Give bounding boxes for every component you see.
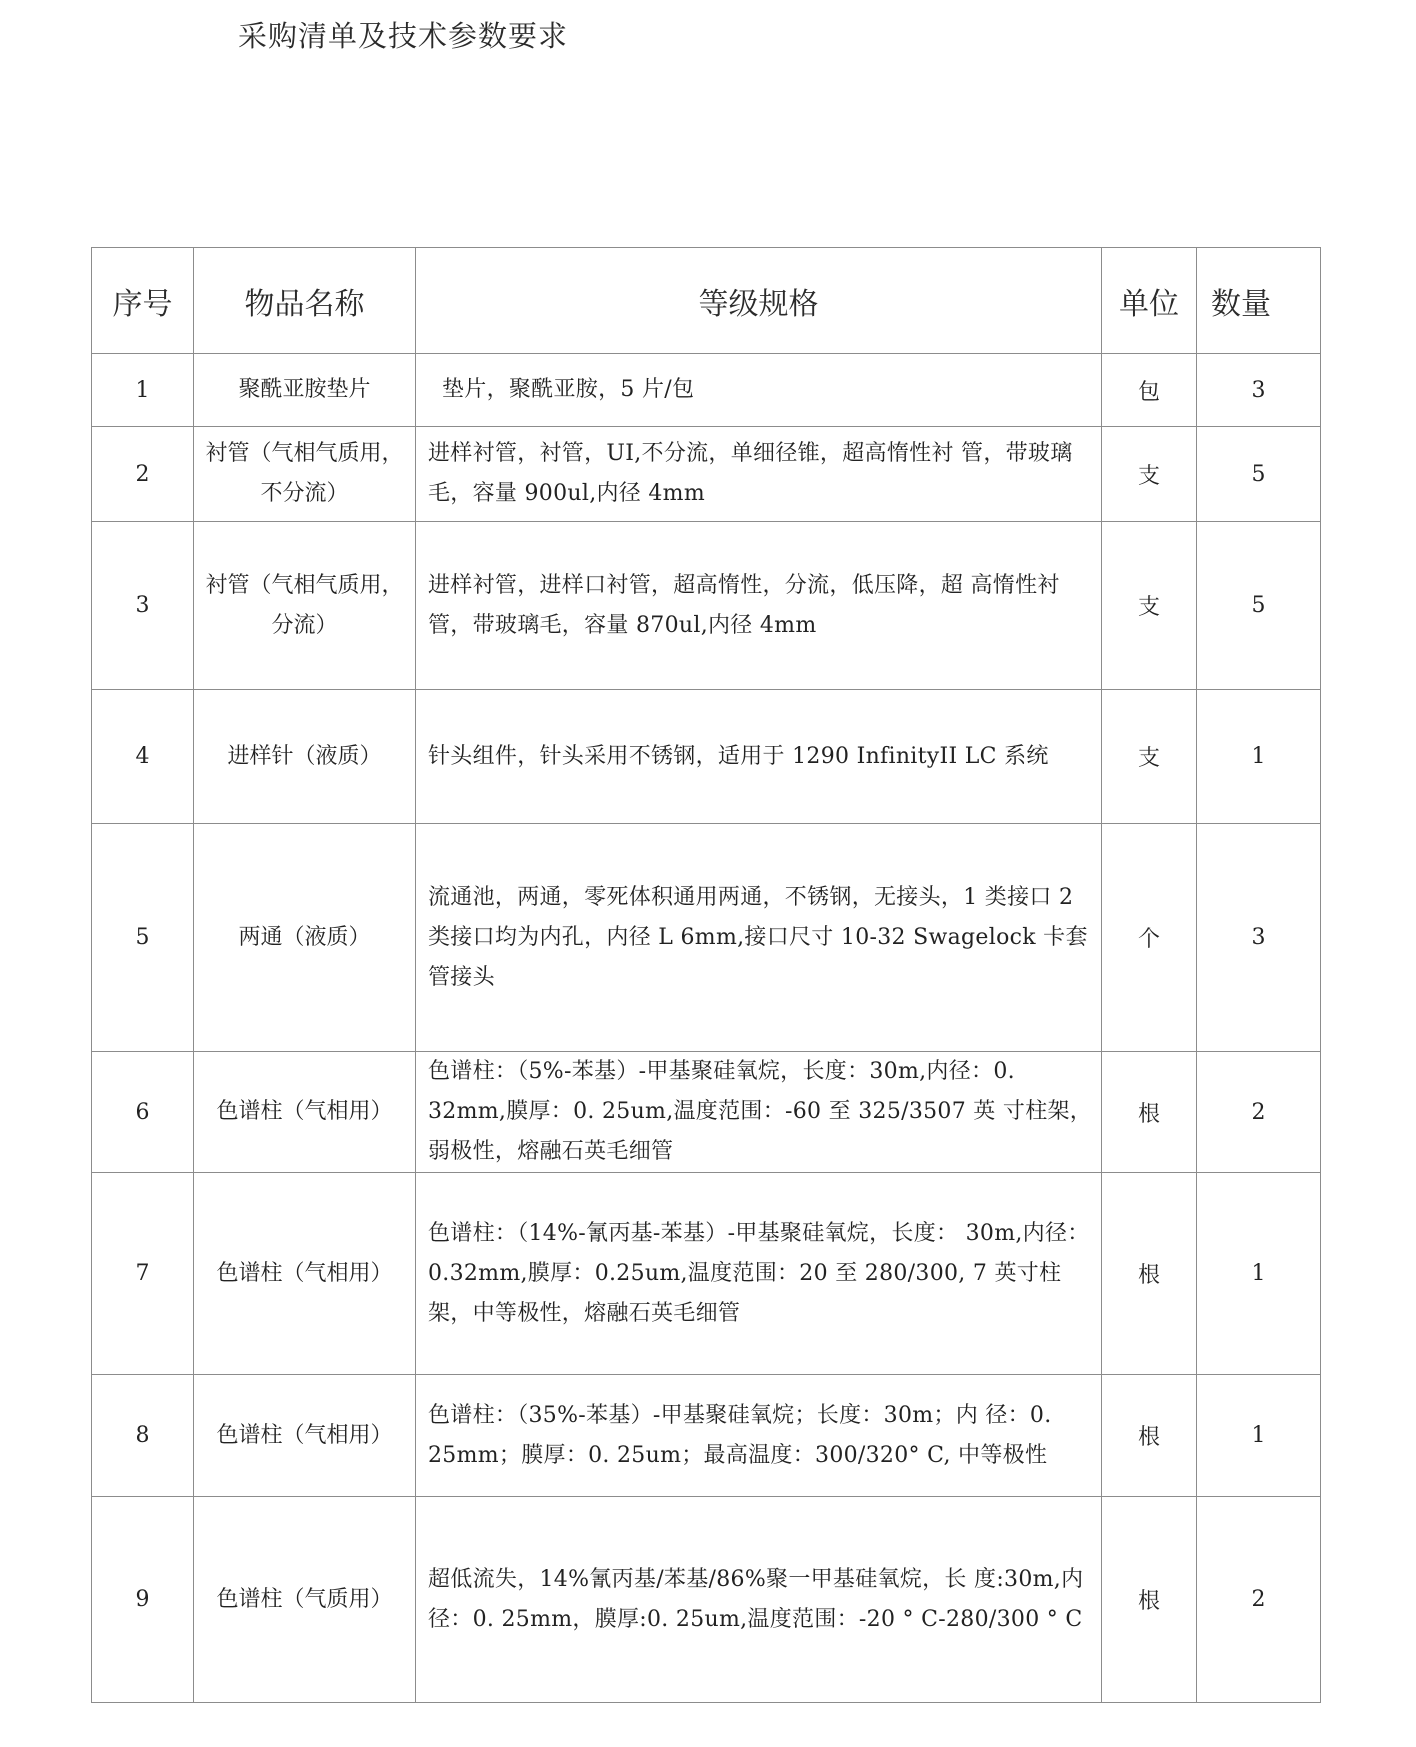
table-row: [92, 690, 1321, 824]
row-qty: 5: [1197, 427, 1321, 522]
table-row: [92, 1052, 1321, 1173]
row-spec: 色谱柱：（14%-氰丙基-苯基）-甲基聚硅氧烷，长度： 30m,内径：0.32mm,膜厚：0.25um,温度范围：20 至 280/300, 7 英寸柱架，中等极性，熔融石英毛细管: [416, 1173, 1102, 1375]
row-unit: 支: [1102, 427, 1197, 522]
row-unit: 支: [1102, 522, 1197, 690]
row-qty: 1: [1197, 1173, 1321, 1375]
header-spec: 等级规格: [416, 248, 1102, 354]
row-name: 色谱柱（气相用）: [194, 1375, 416, 1497]
row-no: 9: [92, 1497, 194, 1703]
row-no: 5: [92, 824, 194, 1052]
row-spec: 进样衬管，进样口衬管，超高惰性，分流，低压降，超 高惰性衬管，带玻璃毛，容量 870ul,内径 4mm: [416, 522, 1102, 690]
row-unit: 个: [1102, 824, 1197, 1052]
row-name: 衬管（气相气质用，分流）: [194, 522, 416, 690]
row-qty: 1: [1197, 690, 1321, 824]
row-unit: 包: [1102, 354, 1197, 427]
header-no: 序号: [92, 248, 194, 354]
row-spec: 色谱柱：（35%-苯基）-甲基聚硅氧烷；长度：30m；内 径：0. 25mm；膜厚：0. 25um；最高温度：300/320° C, 中等极性: [416, 1375, 1102, 1497]
row-unit: 根: [1102, 1375, 1197, 1497]
row-qty: 2: [1197, 1497, 1321, 1703]
row-unit: 根: [1102, 1052, 1197, 1173]
table-row: [92, 824, 1321, 1052]
table-row: [92, 1375, 1321, 1497]
row-spec: 垫片，聚酰亚胺，5 片/包: [416, 354, 1102, 427]
table-row: [92, 522, 1321, 690]
row-name: 进样针（液质）: [194, 690, 416, 824]
row-unit: 根: [1102, 1173, 1197, 1375]
row-qty: 2: [1197, 1052, 1321, 1173]
table-row: [92, 1497, 1321, 1703]
row-no: 7: [92, 1173, 194, 1375]
table-row: [92, 354, 1321, 427]
header-qty: 数量: [1197, 248, 1321, 354]
row-spec: 进样衬管，衬管，UI,不分流，单细径锥，超高惰性衬 管，带玻璃毛，容量 900ul,内径 4mm: [416, 427, 1102, 522]
row-qty: 5: [1197, 522, 1321, 690]
row-spec: 针头组件，针头采用不锈钢，适用于 1290 InfinityII LC 系统: [416, 690, 1102, 824]
row-name: 两通（液质）: [194, 824, 416, 1052]
row-no: 4: [92, 690, 194, 824]
row-name: 色谱柱（气相用）: [194, 1173, 416, 1375]
row-spec: 色谱柱：（5%-苯基）-甲基聚硅氧烷，长度：30m,内径：0. 32mm,膜厚：0. 25um,温度范围：-60 至 325/3507 英 寸柱架，弱极性，熔融石英毛细管: [416, 1052, 1102, 1173]
document-title: 采购清单及技术参数要求: [238, 19, 569, 53]
row-no: 1: [92, 354, 194, 427]
row-no: 3: [92, 522, 194, 690]
row-spec: 超低流失，14%氰丙基/苯基/86%聚一甲基硅氧烷，长 度:30m,内径：0. 25mm，膜厚:0. 25um,温度范围：-20 ° C-280/300 ° C: [416, 1497, 1102, 1703]
procurement-table: [91, 247, 1321, 1703]
header-unit: 单位: [1102, 248, 1197, 354]
row-no: 6: [92, 1052, 194, 1173]
row-no: 8: [92, 1375, 194, 1497]
row-name: 聚酰亚胺垫片: [194, 354, 416, 427]
row-unit: 支: [1102, 690, 1197, 824]
row-unit: 根: [1102, 1497, 1197, 1703]
row-spec: 流通池，两通，零死体积通用两通，不锈钢，无接头，1 类接口 2 类接口均为内孔，内径 L 6mm,接口尺寸 10-32 Swagelock 卡套管接头: [416, 824, 1102, 1052]
header-name: 物品名称: [194, 248, 416, 354]
row-qty: 3: [1197, 354, 1321, 427]
row-no: 2: [92, 427, 194, 522]
row-name: 衬管（气相气质用，不分流）: [194, 427, 416, 522]
row-name: 色谱柱（气相用）: [194, 1052, 416, 1173]
row-qty: 3: [1197, 824, 1321, 1052]
row-qty: 1: [1197, 1375, 1321, 1497]
row-name: 色谱柱（气质用）: [194, 1497, 416, 1703]
table-header-row: [92, 248, 1321, 354]
table-row: [92, 1173, 1321, 1375]
table-row: [92, 427, 1321, 522]
